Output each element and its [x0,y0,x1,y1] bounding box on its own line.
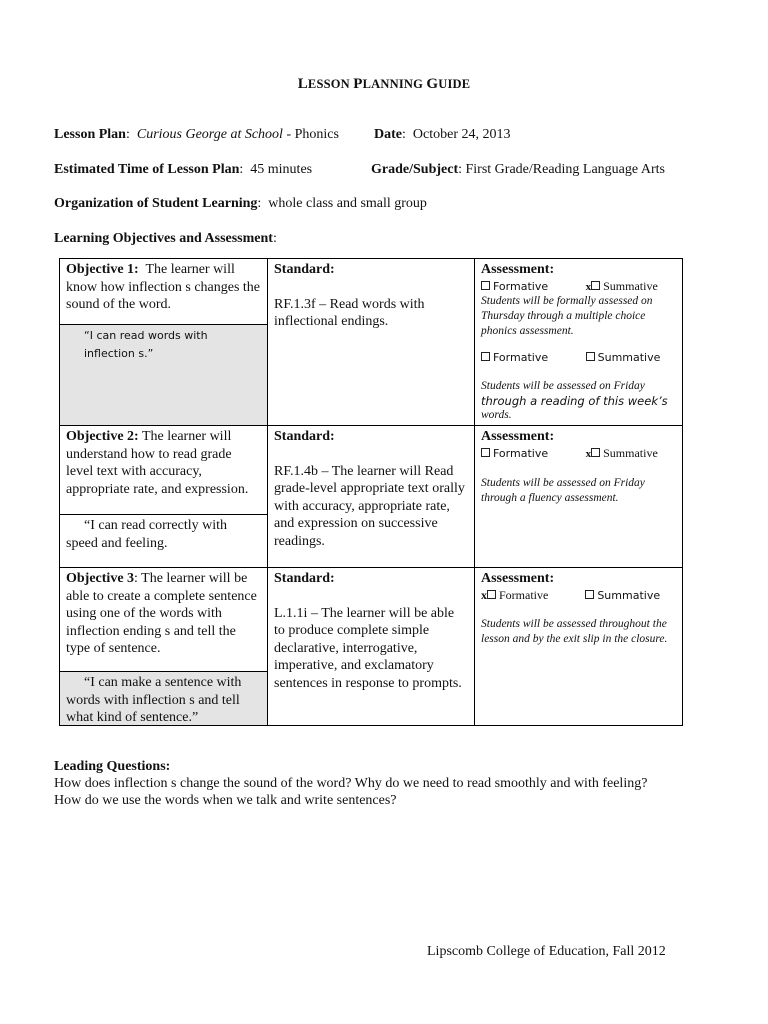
page-title: LESSON PLANNING GUIDE [297,76,471,92]
standard-cell [268,426,475,568]
formative-checkbox [481,352,490,361]
summative-checkbox [586,352,595,361]
i-can-statement: “I can read correctly with speed and feeling. [60,514,267,567]
standard-label: Standard: [274,429,335,444]
objective-label: Objective 3 [66,571,135,586]
objectives-heading: Learning Objectives and Assessment: [54,231,277,246]
grade-subject-line: Grade/Subject: First Grade/Reading Language Arts [371,162,665,177]
assessment-label: Assessment: [481,429,555,444]
objectives-table [59,258,683,726]
lesson-plan-line: Lesson Plan: Curious George at School - Phonics [54,127,339,142]
objective-text: The learner will know how inflection s changes the sound of the word. [66,262,261,312]
summative-checkbox [591,448,600,457]
summative-mark: x [585,280,592,293]
formative-mark: x [481,587,487,602]
leading-questions-line-2: How do we use the words when we talk and write sentences? [54,793,397,808]
lesson-plan-subject: - Phonics [282,127,339,142]
leading-questions-line-1: How does inflection s change the sound of the word? Why do we need to read smoothly and with feeling? [54,776,648,791]
objective-label: Objective 1: [66,262,139,277]
grade-subject-label: Grade/Subject [371,162,459,177]
objective-row [60,568,683,726]
standard-cell [268,568,475,726]
date-line: Date: October 24, 2013 [374,127,511,142]
objective-cell [60,259,268,426]
estimated-time-line: Estimated Time of Lesson Plan: 45 minutes [54,162,313,177]
standard-text: RF.1.4b – The learner will Read grade-level appropriate text orally with accuracy, appropriate rate, and expression on successive readings. [274,463,465,549]
objective-cell [60,426,268,568]
standard-text: L.1.1i – The learner will be able to produce complete simple declarative, interrogative, imperative, and exclamatory sentences in response to prompts. [274,605,462,691]
leading-questions-label: Leading Questions: [54,759,171,774]
lesson-plan-label: Lesson Plan [54,127,126,142]
assessment-label: Assessment: [481,571,555,586]
i-can-statement: “I can read words with inflection s.” [60,324,267,425]
objective-row [60,259,683,426]
summative-checkbox [585,590,594,599]
assessment-cell: Assessment: x Formative Summative Students will be assessed throughout the lesson and by the exit slip in the closure. [475,568,683,726]
objective-label: Objective 2: [66,429,139,444]
organization-line: Organization of Student Learning: whole class and small group [54,196,427,211]
assessment-note: Students will be assessed on Friday [481,379,645,392]
standard-label: Standard: [274,571,335,586]
formative-checkbox [487,590,496,599]
standard-cell [268,259,475,426]
standard-text: RF.1.3f – Read words with inflectional endings. [274,296,425,329]
organization-label: Organization of Student Learning [54,196,258,211]
lesson-plan-title: Curious George at School [136,127,283,142]
i-can-statement: “I can make a sentence with words with inflection s and tell what kind of sentence.” [60,671,267,725]
summative-mark: x [585,447,592,460]
assessment-label: Assessment: [481,262,555,277]
estimated-time-label: Estimated Time of Lesson Plan [54,162,240,177]
objective-row [60,426,683,568]
objective-cell [60,568,268,726]
organization-value: whole class and small group [268,196,427,211]
objective-text: : The learner will be able to create a complete sentence using one of the words with inflection ending s and tell the type of sentence. [66,571,257,656]
assessment-note: Students will be formally assessed on Thursday through a multiple choice phonics assessment. [481,294,653,337]
footer: Lipscomb College of Education, Fall 2012 [427,944,666,959]
estimated-time-value: 45 minutes [250,162,313,177]
assessment-note: Students will be assessed throughout the lesson and by the exit slip in the closure. [481,617,668,645]
formative-checkbox [481,448,490,457]
standard-label: Standard: [274,262,335,277]
summative-checkbox [591,281,600,290]
assessment-note: Students will be assessed on Friday through a fluency assessment. [481,476,645,504]
date-label: Date [374,127,402,142]
date-value: October 24, 2013 [412,127,511,142]
assessment-cell: Assessment: Formative x Summative Students will be assessed on Friday through a fluency assessment. [475,426,683,568]
assessment-cell: Assessment: Formative x Summative Students will be formally assessed on Thursday through a multiple choice phonics assessment. Formative Summative Students will be assessed on Friday through a reading of this week’s words. [475,259,683,426]
formative-checkbox [481,281,490,290]
objective-text: The learner will understand how to read grade level text with accuracy, appropriate rate, and expression. [66,429,249,497]
grade-subject-value: First Grade/Reading Language Arts [465,162,665,177]
